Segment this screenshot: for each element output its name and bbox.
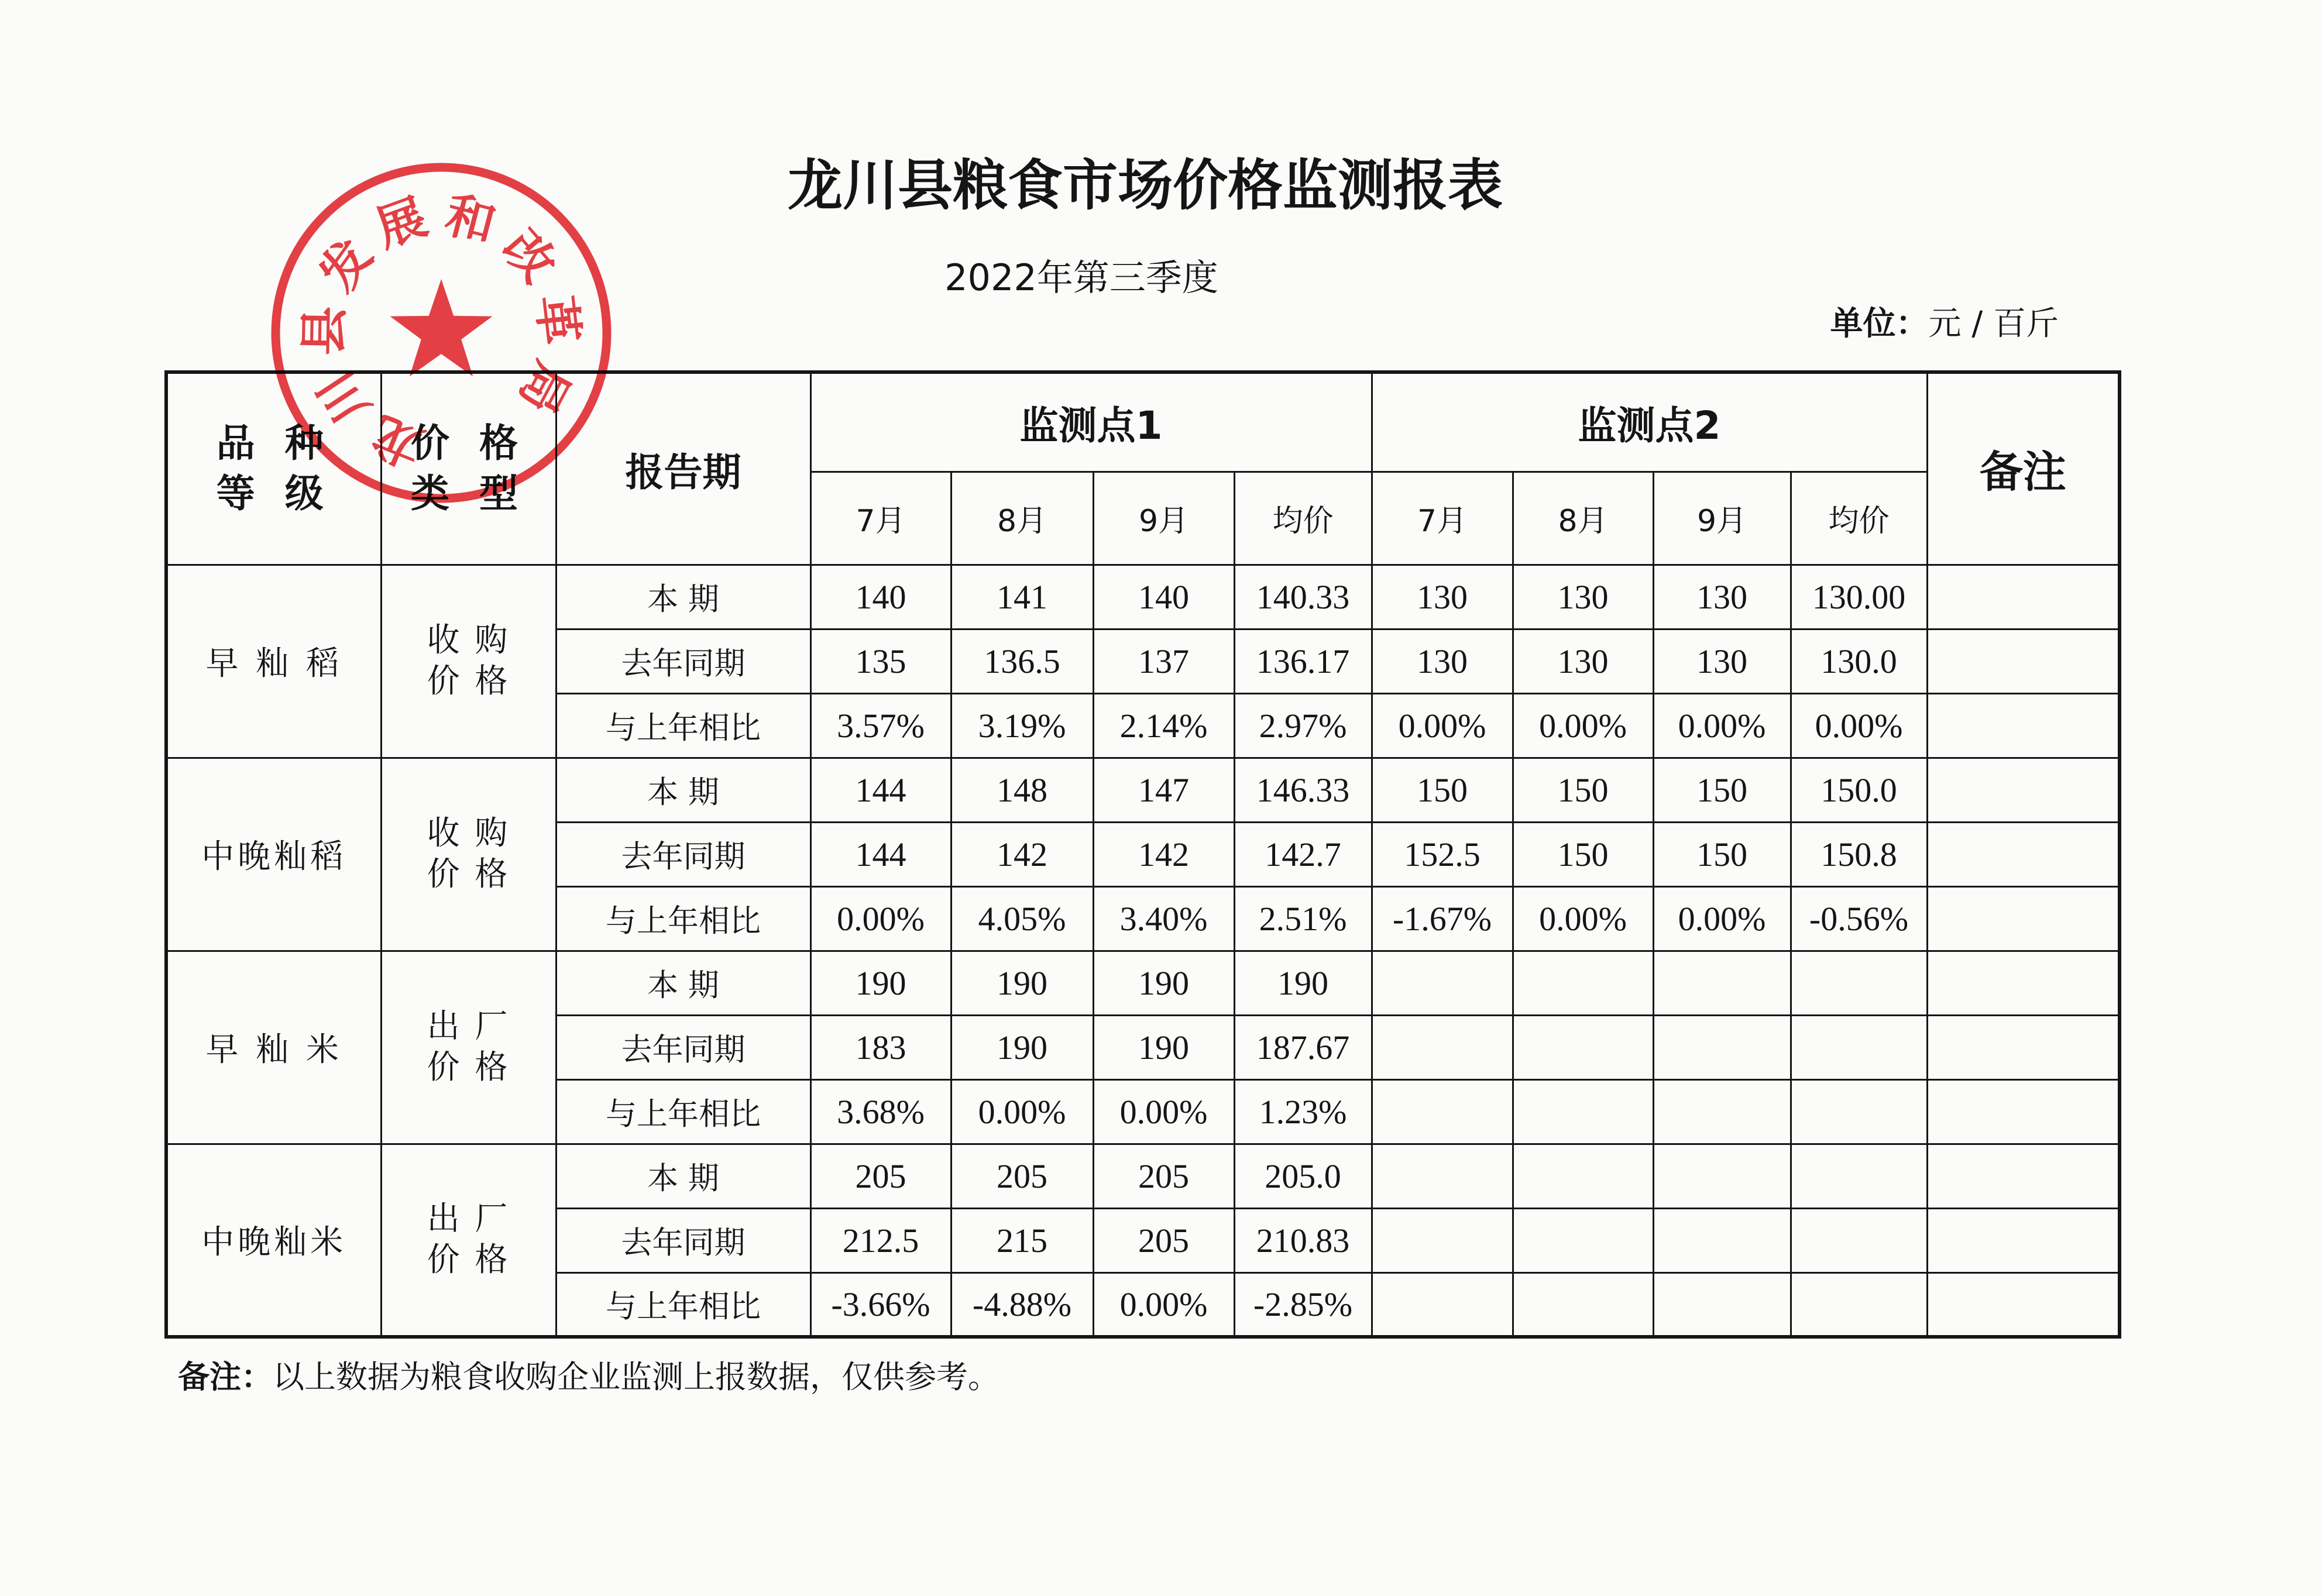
- point2-value-cell: 150: [1372, 758, 1513, 822]
- point2-value-cell: [1513, 1079, 1653, 1144]
- point1-value-cell: 2.97%: [1234, 693, 1372, 758]
- price-type-line: 收 购: [427, 621, 510, 659]
- point2-value-cell: [1513, 1144, 1653, 1208]
- point2-value-cell: [1791, 1208, 1927, 1272]
- point2-value-cell: 130: [1653, 565, 1791, 629]
- point1-value-cell: 140: [1093, 565, 1234, 629]
- stamp-character: 川: [306, 361, 382, 434]
- point1-value-cell: 205: [810, 1144, 951, 1208]
- point1-value-cell: 205: [1093, 1144, 1234, 1208]
- point2-value-cell: [1372, 1015, 1513, 1079]
- point1-value-cell: 215: [951, 1208, 1093, 1272]
- point2-value-cell: [1791, 1272, 1927, 1337]
- price-type-cell: [381, 1144, 556, 1337]
- point2-value-cell: 150.0: [1791, 758, 1927, 822]
- remark-cell: [1927, 758, 2120, 822]
- point1-value-cell: 190: [1093, 951, 1234, 1015]
- point2-value-cell: 150: [1513, 822, 1653, 886]
- point2-value-cell: 150: [1513, 758, 1653, 822]
- report-period-cell: 去年同期: [556, 1208, 810, 1272]
- variety-cell: 早 籼 稻: [166, 565, 381, 758]
- point1-value-cell: 137: [1093, 629, 1234, 693]
- point1-value-cell: 148: [951, 758, 1093, 822]
- point1-value-cell: 142: [1093, 822, 1234, 886]
- footer-note-text: 以上数据为粮食收购企业监测上报数据，仅供参考。: [273, 1358, 999, 1395]
- point1-value-cell: 212.5: [810, 1208, 951, 1272]
- header-line: 类 型: [411, 471, 526, 517]
- report-period-cell: 去年同期: [556, 822, 810, 886]
- point2-value-cell: 130: [1513, 565, 1653, 629]
- price-type-line: 价 格: [427, 855, 510, 893]
- point1-value-cell: 187.67: [1234, 1015, 1372, 1079]
- point1-value-cell: 3.68%: [810, 1079, 951, 1144]
- unit-value: 元 / 百斤: [1928, 305, 2059, 343]
- point1-value-cell: -3.66%: [810, 1272, 951, 1337]
- point2-value-cell: 130.00: [1791, 565, 1927, 629]
- stamp-character: 改: [492, 218, 568, 294]
- point1-value-cell: 190: [951, 1015, 1093, 1079]
- point2-value-cell: 0.00%: [1372, 693, 1513, 758]
- point1-value-cell: 146.33: [1234, 758, 1372, 822]
- point2-value-cell: 150.8: [1791, 822, 1927, 886]
- price-type-line: 价 格: [427, 1241, 510, 1279]
- header-report-period: 报告期: [556, 372, 810, 565]
- stamp-character: 革: [526, 292, 589, 348]
- point2-value-cell: 150: [1653, 822, 1791, 886]
- header-average-cell: 均价: [1234, 472, 1372, 565]
- point2-value-cell: 150: [1653, 758, 1791, 822]
- report-period-cell: 本 期: [556, 951, 810, 1015]
- remark-cell: [1927, 951, 2120, 1015]
- price-type-line: 出 厂: [427, 1007, 510, 1045]
- point1-value-cell: 135: [810, 629, 951, 693]
- variety-cell: 中晚籼稻: [166, 758, 381, 951]
- point1-value-cell: -4.88%: [951, 1272, 1093, 1337]
- point1-value-cell: 190: [1093, 1015, 1234, 1079]
- report-period-cell: 与上年相比: [556, 886, 810, 951]
- header-average-cell: 均价: [1791, 472, 1927, 565]
- stamp-character: 展: [368, 187, 434, 259]
- point2-value-cell: [1372, 1144, 1513, 1208]
- point1-value-cell: 3.40%: [1093, 886, 1234, 951]
- point1-value-cell: 144: [810, 758, 951, 822]
- point2-value-cell: 130: [1513, 629, 1653, 693]
- header-month-cell: 7月: [1372, 472, 1513, 565]
- remark-cell: [1927, 693, 2120, 758]
- point2-value-cell: 0.00%: [1791, 693, 1927, 758]
- footer-note-label: 备注：: [178, 1358, 273, 1395]
- point1-value-cell: 136.17: [1234, 629, 1372, 693]
- point2-value-cell: [1653, 1015, 1791, 1079]
- point1-value-cell: 140: [810, 565, 951, 629]
- point2-value-cell: [1791, 1144, 1927, 1208]
- report-period-cell: 与上年相比: [556, 1272, 810, 1337]
- point2-value-cell: 0.00%: [1653, 693, 1791, 758]
- page-title: 龙川县粮食市场价格监测报表: [787, 154, 1503, 218]
- point1-value-cell: 2.14%: [1093, 693, 1234, 758]
- point2-value-cell: [1653, 951, 1791, 1015]
- point1-value-cell: 205: [1093, 1208, 1234, 1272]
- report-period-cell: 本 期: [556, 565, 810, 629]
- report-period-cell: 本 期: [556, 758, 810, 822]
- point2-value-cell: [1372, 1208, 1513, 1272]
- point2-value-cell: [1653, 1079, 1791, 1144]
- header-month-cell: 9月: [1653, 472, 1791, 565]
- header-monitoring-point-1: 监测点1: [810, 372, 1372, 472]
- variety-cell: 中晚籼米: [166, 1144, 381, 1337]
- price-type-cell: [381, 758, 556, 951]
- point1-value-cell: 190: [1234, 951, 1372, 1015]
- header-remark: 备注: [1927, 372, 2120, 565]
- remark-cell: [1927, 1272, 2120, 1337]
- header-month-cell: 7月: [810, 472, 951, 565]
- point1-value-cell: 205.0: [1234, 1144, 1372, 1208]
- report-period-cell: 与上年相比: [556, 693, 810, 758]
- table-row: [166, 1144, 2120, 1208]
- point1-value-cell: 3.19%: [951, 693, 1093, 758]
- header-month-cell: 8月: [1513, 472, 1653, 565]
- point1-value-cell: -2.85%: [1234, 1272, 1372, 1337]
- point2-value-cell: 0.00%: [1513, 693, 1653, 758]
- point1-value-cell: 142.7: [1234, 822, 1372, 886]
- point2-value-cell: [1791, 1015, 1927, 1079]
- remark-cell: [1927, 1015, 2120, 1079]
- point2-value-cell: 130: [1372, 629, 1513, 693]
- remark-cell: [1927, 1208, 2120, 1272]
- point2-value-cell: [1791, 1079, 1927, 1144]
- point1-value-cell: 144: [810, 822, 951, 886]
- stamp-character: 发: [308, 228, 384, 302]
- point1-value-cell: 205: [951, 1144, 1093, 1208]
- unit-label: 单位：: [1830, 305, 1929, 343]
- point1-value-cell: 190: [951, 951, 1093, 1015]
- remark-cell: [1927, 629, 2120, 693]
- table-row: [166, 565, 2120, 629]
- point2-value-cell: [1372, 1079, 1513, 1144]
- header-month-cell: 9月: [1093, 472, 1234, 565]
- header-line: 价 格: [411, 421, 526, 466]
- point1-value-cell: 0.00%: [1093, 1079, 1234, 1144]
- point1-value-cell: 147: [1093, 758, 1234, 822]
- point2-value-cell: 152.5: [1372, 822, 1513, 886]
- point1-value-cell: 141: [951, 565, 1093, 629]
- unit-note: [1830, 304, 2059, 343]
- remark-cell: [1927, 1079, 2120, 1144]
- point2-value-cell: 130.0: [1791, 629, 1927, 693]
- point2-value-cell: [1372, 951, 1513, 1015]
- remark-cell: [1927, 822, 2120, 886]
- report-period-subtitle: 2022年第三季度: [944, 256, 1218, 299]
- remark-cell: [1927, 1144, 2120, 1208]
- report-period-cell: 去年同期: [556, 1015, 810, 1079]
- point2-value-cell: [1653, 1272, 1791, 1337]
- price-type-line: 出 厂: [427, 1200, 510, 1239]
- variety-cell: 早 籼 米: [166, 951, 381, 1144]
- report-period-cell: 与上年相比: [556, 1079, 810, 1144]
- point1-value-cell: 136.5: [951, 629, 1093, 693]
- stamp-character: 县: [295, 305, 353, 356]
- point2-value-cell: [1653, 1208, 1791, 1272]
- price-type-line: 价 格: [427, 662, 510, 700]
- point1-value-cell: 4.05%: [951, 886, 1093, 951]
- point1-value-cell: 140.33: [1234, 565, 1372, 629]
- remark-cell: [1927, 886, 2120, 951]
- remark-cell: [1927, 565, 2120, 629]
- table-body: [166, 565, 2120, 1337]
- point2-value-cell: 130: [1372, 565, 1513, 629]
- point1-value-cell: 0.00%: [810, 886, 951, 951]
- point2-value-cell: -0.56%: [1791, 886, 1927, 951]
- stamp-character: 局: [507, 352, 582, 423]
- price-monitoring-table: [164, 370, 2121, 1339]
- point1-value-cell: 1.23%: [1234, 1079, 1372, 1144]
- table-row: [166, 758, 2120, 822]
- point1-value-cell: 2.51%: [1234, 886, 1372, 951]
- stamp-character: 龙: [363, 405, 431, 477]
- point2-value-cell: -1.67%: [1372, 886, 1513, 951]
- point1-value-cell: 142: [951, 822, 1093, 886]
- point1-value-cell: 190: [810, 951, 951, 1015]
- header-line: 品 种: [216, 421, 332, 466]
- point2-value-cell: 0.00%: [1653, 886, 1791, 951]
- point2-value-cell: [1372, 1272, 1513, 1337]
- table-row: [166, 951, 2120, 1015]
- price-type-cell: [381, 951, 556, 1144]
- price-type-line: 收 购: [427, 814, 510, 852]
- report-period-cell: 本 期: [556, 1144, 810, 1208]
- point2-value-cell: [1791, 951, 1927, 1015]
- point2-value-cell: [1513, 1208, 1653, 1272]
- report-period-cell: 去年同期: [556, 629, 810, 693]
- footer-note: [178, 1358, 999, 1396]
- header-monitoring-point-2: 监测点2: [1372, 372, 1927, 472]
- point1-value-cell: 0.00%: [951, 1079, 1093, 1144]
- point2-value-cell: [1513, 1015, 1653, 1079]
- point2-value-cell: [1513, 1272, 1653, 1337]
- official-seal-stamp: [266, 157, 617, 508]
- point1-value-cell: 3.57%: [810, 693, 951, 758]
- point1-value-cell: 210.83: [1234, 1208, 1372, 1272]
- point1-value-cell: 183: [810, 1015, 951, 1079]
- star-icon: [390, 279, 493, 376]
- price-type-cell: [381, 565, 556, 758]
- point2-value-cell: 0.00%: [1513, 886, 1653, 951]
- point2-value-cell: 130: [1653, 629, 1791, 693]
- point1-value-cell: 0.00%: [1093, 1272, 1234, 1337]
- header-line: 等 级: [216, 471, 332, 517]
- header-month-cell: 8月: [951, 472, 1093, 565]
- point2-value-cell: [1513, 951, 1653, 1015]
- stamp-character: 和: [439, 185, 502, 254]
- point2-value-cell: [1653, 1144, 1791, 1208]
- price-type-line: 价 格: [427, 1048, 510, 1086]
